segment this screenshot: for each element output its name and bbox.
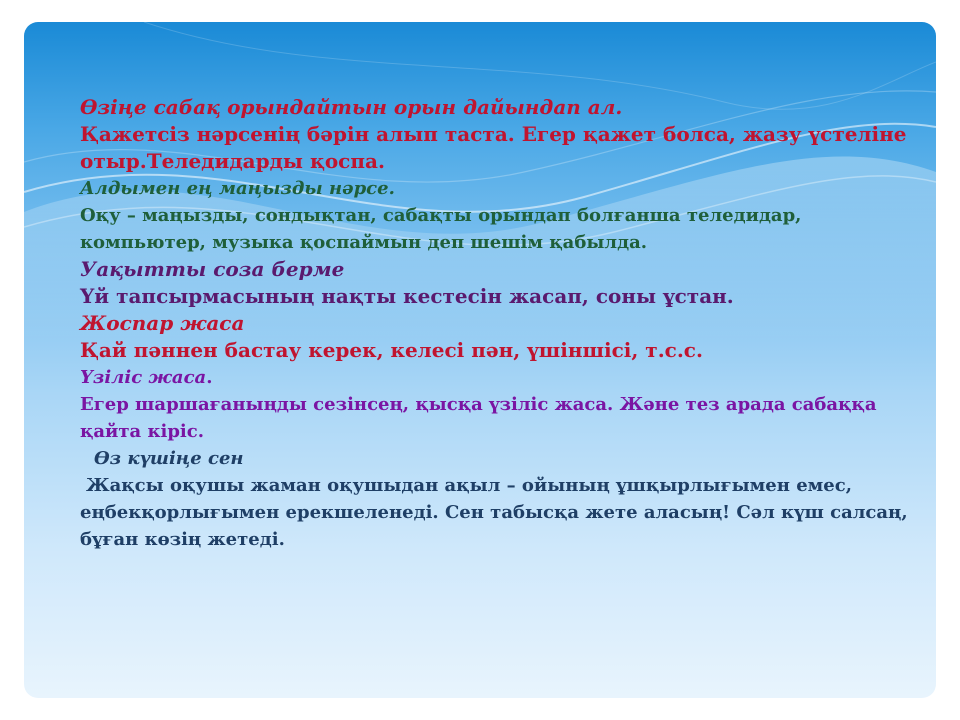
heading-time: Уақытты соза берме: [80, 257, 345, 281]
heading-priority: Алдымен ең маңызды нәрсе.: [80, 178, 395, 199]
slide-content: [80, 94, 910, 553]
text-confidence: Жақсы оқушы жаман оқушыдан ақыл – ойының ұшқырлығымен емес, еңбекқорлығымен ерекшеленеді. Сен табысқа жете аласың! Сәл күш салсаң, бұған көзің жетеді.: [80, 475, 908, 550]
heading-break-line: [80, 364, 910, 391]
text-time: Үй тапсырмасының нақты кестесін жасап, соны ұстан.: [80, 284, 734, 308]
text-break: Егер шаршағаныңды сезінсең, қысқа үзіліс жаса. Және тез арада сабаққа қайта кіріс.: [80, 394, 877, 442]
text-priority: Оқу – маңызды, сондықтан, сабақты орындап болғанша теледидар, компьютер, музыка қоспаймын деп шешім қабылда.: [80, 205, 802, 253]
heading-confidence: Өз күшіңе сен: [94, 448, 244, 469]
heading-break: Үзіліс жаса: [80, 367, 207, 388]
heading-plan: Жоспар жаса: [80, 311, 245, 335]
text-workplace: Қажетсіз нәрсенің бәрін алып таста. Егер қажет болса, жазу үстеліне отыр.Теледидарды қоспа.: [80, 122, 907, 173]
text-plan: Қай пәннен бастау керек, келесі пән, үшіншісі, т.с.с.: [80, 338, 703, 362]
heading-break-suffix: .: [206, 367, 213, 388]
heading-workplace: Өзіңе сабақ орындайтын орын дайындап ал.: [80, 95, 623, 119]
slide: [24, 22, 936, 698]
